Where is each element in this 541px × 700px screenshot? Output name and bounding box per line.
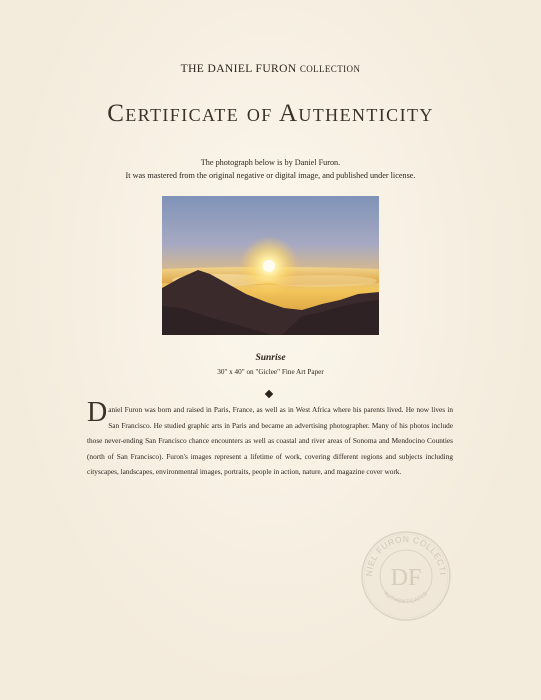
svg-text:AUTHENTICATED: AUTHENTICATED [382, 590, 430, 606]
artist-bio [87, 397, 453, 480]
diamond-divider-icon [265, 390, 273, 398]
collection-suffix: COLLECTION [299, 64, 361, 74]
bio-text: aniel Furon was born and raised in Paris, France, as well as in West Africa where his parents lived. He now lives in San Francisco. He studied graphic arts in Paris and became an advertising photographer. Many of his photos include those never-ending San Francisco chance encounters as well as coastal and river areas of Sonoma and Mendocino Counties (north of San Francisco). Furon's images represent a lifetime of work, covering different regions and subjects including cityscapes, landscapes, environmental images, portraits, people in action, nature, and magazine cover work. [87, 405, 453, 476]
sunrise-photo [162, 196, 379, 335]
intro-text [40, 156, 501, 182]
intro-line-2: It was mastered from the original negative or digital image, and published under license. [125, 171, 416, 180]
certificate-title: Certificate of Authenticity [107, 100, 434, 127]
bio-dropcap: D [87, 397, 108, 428]
sunrise-photo-image [162, 196, 379, 335]
embossed-seal-icon [360, 530, 452, 622]
svg-text:DF: DF [390, 565, 422, 591]
collection-title [0, 63, 541, 75]
collection-name: THE DANIEL FURON [180, 63, 297, 75]
photo-details: 30" x 40" on "Giclee" Fine Art Paper [217, 368, 324, 376]
photo-title: Sunrise [255, 353, 286, 363]
svg-text:DANIEL FURON COLLECTION: NIEL FURON COLLECTI [363, 533, 449, 577]
intro-line-1: The photograph below is by Daniel Furon. [200, 158, 341, 167]
